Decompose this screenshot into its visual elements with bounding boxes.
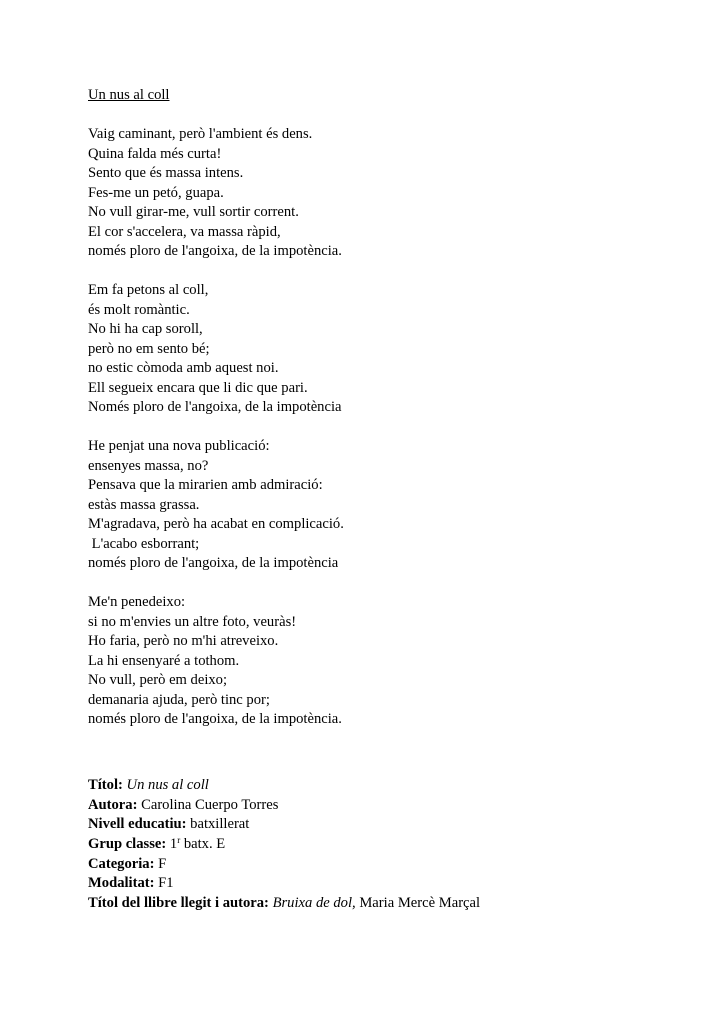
poem (88, 86, 688, 749)
meta-group-rest: batx. E (180, 836, 226, 853)
poem-line: però no em sento bé; (88, 340, 210, 357)
meta-title-value: Un nus al coll (126, 777, 209, 793)
meta-level-label: Nivell educatiu: (88, 816, 187, 833)
poem-line: No vull, però em deixo; (88, 672, 228, 688)
poem-line: si no m'envies un altre foto, veuràs! (88, 613, 297, 630)
meta-group-superscript: r (177, 835, 181, 846)
poem-line: La hi ensenyaré a tothom. (88, 652, 240, 669)
poem-line: ensenyes massa, no? (88, 457, 209, 474)
poem-line: Me'n penedeixo: (88, 594, 186, 610)
poem-line: Em fa petons al coll, (88, 282, 209, 298)
poem-line: només ploro de l'angoixa, de la impotència. (88, 243, 342, 259)
meta-author-value: Carolina Cuerpo Torres (141, 796, 279, 813)
poem-title: Un nus al coll (88, 87, 170, 103)
poem-line: estàs massa grassa. (88, 496, 200, 513)
stanza-3 (88, 437, 688, 574)
meta-book-title: Bruixa de dol, (272, 895, 356, 912)
poem-line: no estic còmoda amb aquest noi. (88, 360, 279, 376)
stanza-1 (88, 125, 688, 262)
poem-line: només ploro de l'angoixa, de la impotència (88, 555, 339, 571)
meta-level-value: batxillerat (190, 816, 250, 833)
poem-line: Ho faria, però no m'hi atreveixo. (88, 633, 279, 649)
meta-category-value: F (158, 855, 167, 872)
poem-line: demanaria ajuda, però tinc por; (88, 691, 270, 708)
meta-book-label: Títol del llibre llegit i autora: (88, 895, 269, 912)
stanza-4 (88, 593, 688, 730)
meta-level-row (88, 815, 708, 835)
poem-line: Fes-me un petó, guapa. (88, 184, 224, 201)
poem-line: Vaig caminant, però l'ambient és dens. (88, 126, 313, 142)
stanza-2 (88, 281, 688, 418)
meta-group-number: 1 (169, 836, 178, 853)
meta-book-row (88, 894, 708, 914)
poem-line: només ploro de l'angoixa, de la impotència. (88, 711, 342, 727)
poem-line: Només ploro de l'angoixa, de la impotència (88, 399, 342, 415)
poem-line: No vull girar-me, vull sortir corrent. (88, 204, 299, 220)
poem-line: Ell segueix encara que li dic que pari. (88, 379, 308, 396)
meta-modality-label: Modalitat: (88, 875, 155, 892)
meta-title-label: Títol: (88, 777, 123, 793)
poem-line: Quina falda més curta! (88, 145, 222, 162)
meta-category-row (88, 855, 708, 875)
poem-line: Pensava que la mirarien amb admiració: (88, 477, 323, 493)
meta-book-author: Maria Mercè Marçal (359, 895, 481, 912)
poem-line: He penjat una nova publicació: (88, 438, 270, 454)
meta-group-value (170, 836, 225, 852)
poem-line: Sento que és massa intens. (88, 165, 244, 181)
meta-modality-row (88, 874, 708, 894)
poem-line: No hi ha cap soroll, (88, 321, 203, 337)
poem-line: és molt romàntic. (88, 301, 190, 318)
meta-author-row (88, 796, 708, 816)
meta-author-label: Autora: (88, 796, 138, 813)
poem-line: M'agradava, però ha acabat en complicació. (88, 516, 344, 532)
poem-line: L'acabo esborrant; (88, 535, 200, 552)
meta-modality-value: F1 (158, 875, 174, 892)
submission-details (88, 776, 708, 914)
meta-group-row (88, 835, 708, 855)
meta-category-label: Categoria: (88, 855, 155, 872)
meta-group-label: Grup classe: (88, 836, 167, 853)
poem-line: El cor s'accelera, va massa ràpid, (88, 223, 281, 240)
meta-title-row (88, 776, 708, 796)
